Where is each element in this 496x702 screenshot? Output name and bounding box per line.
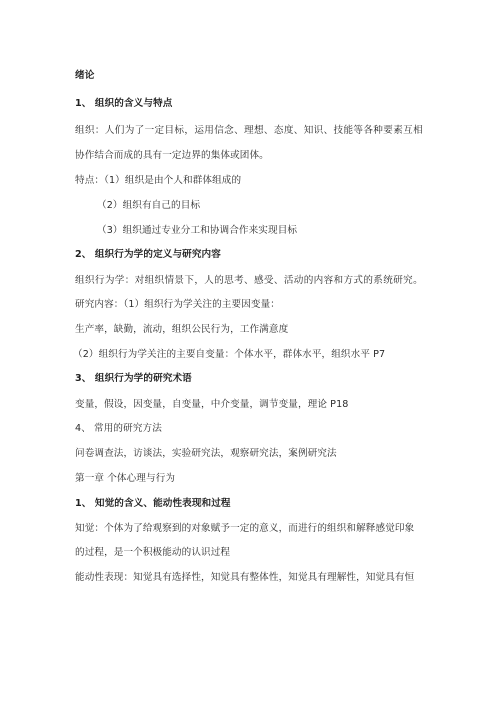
heading: 1、 知觉的含义、能动性表现和过程 bbox=[75, 498, 231, 509]
paragraph-line: （2）组织行为学关注的主要自变量：个体水平，群体水平，组织水平 P7 bbox=[73, 349, 386, 360]
paragraph-line: 研究内容：（1）组织行为学关注的主要因变量： bbox=[75, 299, 280, 310]
heading: 1、 组织的含义与特点 bbox=[75, 98, 173, 109]
paragraph-line: 知觉：个体为了给观察到的对象赋予一定的意义，而进行的组织和解释感觉印象 bbox=[75, 523, 415, 534]
paragraph-line: 能动性表现：知觉具有选择性，知觉具有整体性，知觉具有理解性，知觉具有恒 bbox=[75, 572, 415, 583]
chapter-title: 第一章 个体心理与行为 bbox=[75, 473, 176, 484]
section-title: 绪论 bbox=[75, 70, 95, 81]
paragraph-line: 组织行为学：对组织情景下，人的思考、感受、活动的内容和方式的系统研究。 bbox=[75, 275, 424, 286]
paragraph-line: 组织：人们为了一定目标，运用信念、理想、态度、知识、技能等各种要素互相 bbox=[75, 125, 424, 136]
paragraph-line: 协作结合而成的具有一定边界的集体或团体。 bbox=[75, 150, 269, 161]
heading: 2、 组织行为学的定义与研究内容 bbox=[75, 249, 221, 260]
paragraph-line: 问卷调查法，访谈法，实验研究法，观察研究法，案例研究法 bbox=[75, 448, 337, 459]
list-item: （2）组织有自己的目标 bbox=[97, 200, 201, 211]
heading: 4、 常用的研究方法 bbox=[75, 423, 162, 434]
paragraph-line: 生产率，缺勤，流动，组织公民行为，工作满意度 bbox=[75, 324, 289, 335]
heading: 3、 组织行为学的研究术语 bbox=[75, 373, 192, 384]
list-item: （3）组织通过专业分工和协调合作来实现目标 bbox=[97, 225, 298, 236]
paragraph-line: 特点：（1）组织是由个人和群体组成的 bbox=[75, 175, 242, 186]
paragraph-line: 变量，假设，因变量，自变量，中介变量，调节变量，理论 P18 bbox=[75, 399, 349, 410]
paragraph-line: 的过程，是一个积极能动的认识过程 bbox=[75, 547, 231, 558]
